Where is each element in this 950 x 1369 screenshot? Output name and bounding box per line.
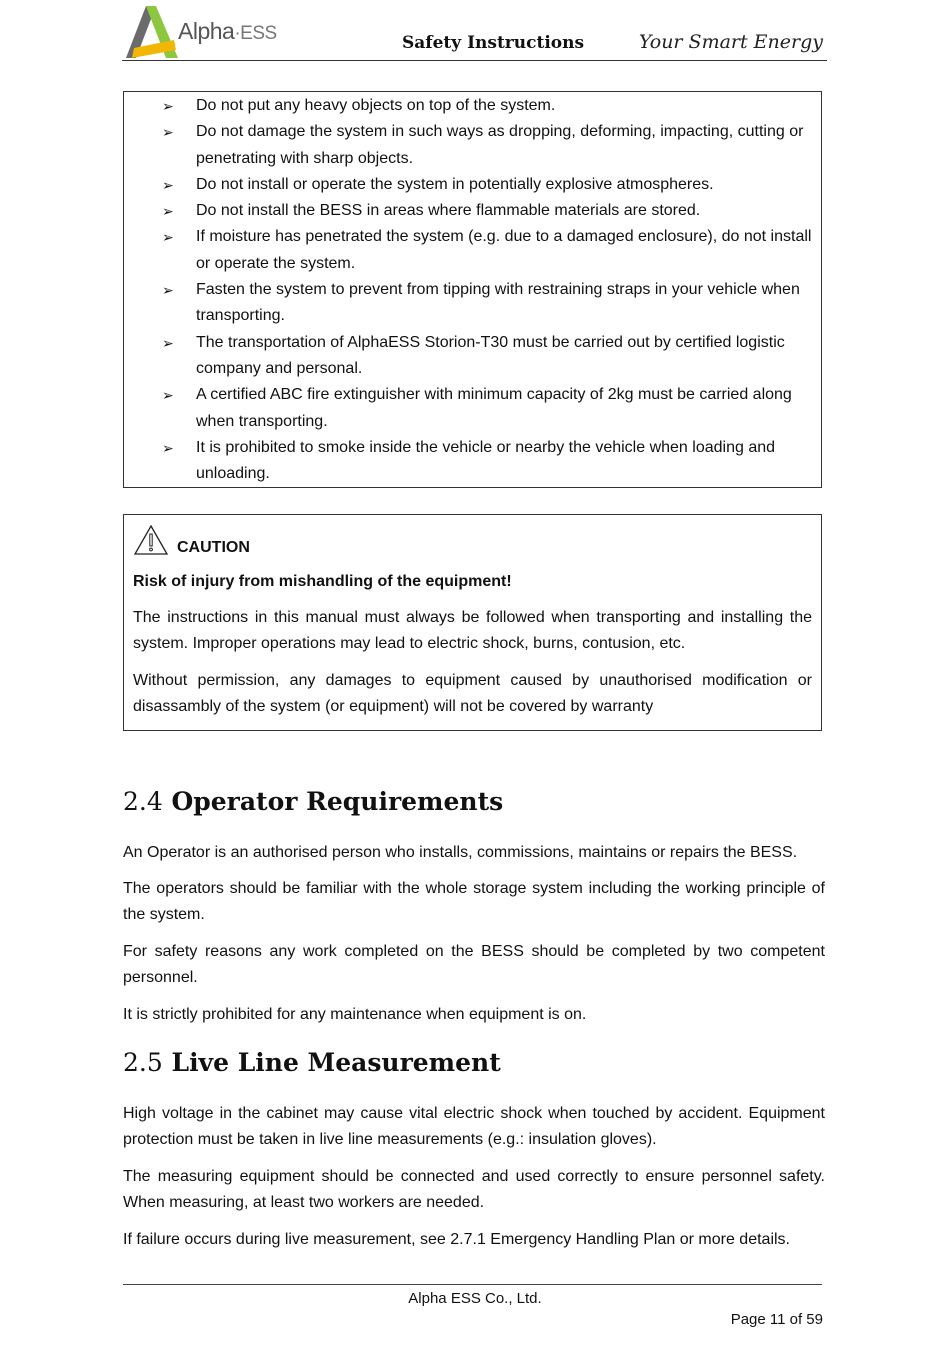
footer-divider: [123, 1284, 822, 1285]
alpha-ess-logo: [122, 4, 282, 60]
header-slogan: Your Smart Energy: [638, 31, 823, 53]
list-item: ➢ Do not damage the system in such ways as dropping, deforming, impacting, cutting or penetrating with sharp objects.: [124, 119, 821, 172]
header-title: Safety Instructions: [402, 33, 585, 53]
caution-paragraph: The instructions in this manual must always be followed when transporting and installing the system. Improper operations may lead to electric shock, burns, contusion, etc.: [133, 609, 812, 653]
arrow-bullet-icon: ➢: [162, 176, 174, 193]
list-item: ➢ A certified ABC fire extinguisher with minimum capacity of 2kg must be carried along when transporting.: [124, 382, 821, 435]
list-item: ➢ The transportation of AlphaESS Storion-T30 must be carried out by certified logistic company and personal.: [124, 330, 821, 383]
arrow-bullet-icon: ➢: [162, 229, 174, 246]
header-divider: [122, 60, 827, 61]
footer-company: Alpha ESS Co., Ltd.: [408, 1290, 542, 1307]
logo-text: Alpha·ESS: [178, 18, 277, 44]
section-heading-operator-requirements: 2.4 Operator Requirements: [123, 787, 504, 816]
list-item: ➢ Do not install or operate the system in potentially explosive atmospheres.: [124, 172, 821, 198]
bullet-list: [124, 92, 821, 487]
logo-mark-icon: [122, 4, 182, 60]
arrow-bullet-icon: ➢: [162, 124, 174, 141]
list-item: ➢ It is prohibited to smoke inside the vehicle or nearby the vehicle when loading and unloading.: [124, 435, 821, 488]
arrow-bullet-icon: ➢: [162, 203, 174, 220]
paragraph: An Operator is an authorised person who installs, commissions, maintains or repairs the BESS.: [123, 844, 798, 861]
arrow-bullet-icon: ➢: [162, 387, 174, 404]
arrow-bullet-icon: ➢: [162, 282, 174, 299]
list-item: ➢ Do not put any heavy objects on top of the system.: [124, 93, 821, 119]
caution-title: CAUTION: [177, 539, 250, 556]
arrow-bullet-icon: ➢: [162, 98, 174, 114]
list-item: ➢ Do not install the BESS in areas where flammable materials are stored.: [124, 198, 821, 224]
arrow-bullet-icon: ➢: [162, 439, 174, 456]
page-header: [122, 0, 827, 62]
arrow-bullet-icon: ➢: [162, 334, 174, 351]
paragraph: The measuring equipment should be connected and used correctly to ensure personnel safety. When measuring, at least two workers are needed.: [123, 1168, 825, 1212]
paragraph: High voltage in the cabinet may cause vital electric shock when touched by accident. Equipment protection must be taken in live line measurements (e.g.: insulation gloves).: [123, 1105, 825, 1149]
list-item: ➢ Fasten the system to prevent from tipping with restraining straps in your vehicle when transporting.: [124, 277, 821, 330]
caution-paragraph: Without permission, any damages to equipment caused by unauthorised modification or disassambly of the system (or equipment) will not be covered by warranty: [133, 671, 812, 715]
caution-box: [123, 514, 822, 731]
section-heading-live-line-measurement: 2.5 Live Line Measurement: [123, 1048, 501, 1077]
paragraph: If failure occurs during live measurement, see 2.7.1 Emergency Handling Plan or more details.: [123, 1231, 790, 1248]
caution-header: [133, 515, 812, 569]
paragraph: The operators should be familiar with the whole storage system including the working principle of the system.: [123, 880, 825, 924]
caution-subtitle: Risk of injury from mishandling of the equipment!: [133, 573, 512, 590]
safety-bullets-box: [123, 91, 822, 488]
warning-triangle-icon: [133, 524, 169, 556]
list-item: ➢ If moisture has penetrated the system (e.g. due to a damaged enclosure), do not install or operate the system.: [124, 224, 821, 277]
page-number: Page 11 of 59: [730, 1311, 823, 1328]
paragraph: For safety reasons any work completed on the BESS should be completed by two competent personnel.: [123, 943, 825, 987]
paragraph: It is strictly prohibited for any maintenance when equipment is on.: [123, 1006, 587, 1023]
